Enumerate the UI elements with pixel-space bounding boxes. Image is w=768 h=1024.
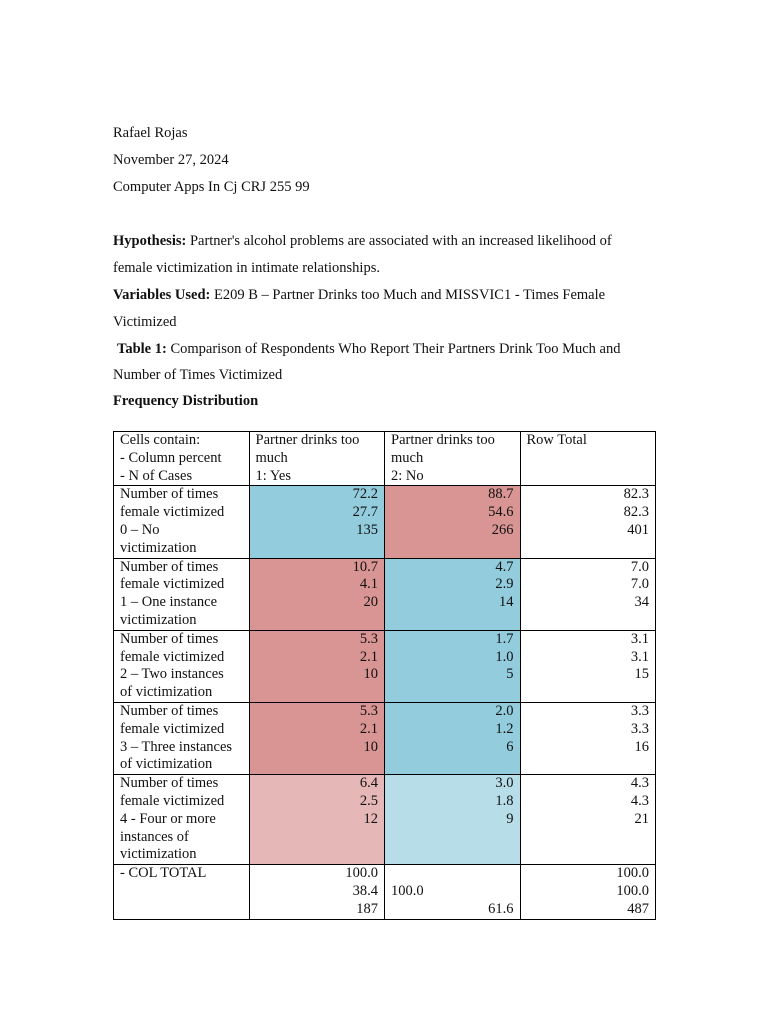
variables-line-2: Victimized xyxy=(113,314,177,330)
cell-no: 2.0 1.2 6 xyxy=(385,702,521,774)
row-label: Number of times female victimized 4 - Four or more instances of victimization xyxy=(114,775,250,865)
col-total-total: 100.0 100.0 487 xyxy=(520,865,656,919)
col-total-no xyxy=(385,865,521,919)
col-total-label: - COL TOTAL xyxy=(114,865,250,919)
header-cells-contain: Cells contain: - Column percent - N of Cases xyxy=(114,432,250,486)
cell-no: 3.0 1.8 9 xyxy=(385,775,521,865)
hypothesis-line-2: female victimization in intimate relationships. xyxy=(113,260,380,276)
table-row xyxy=(114,775,656,865)
table-row xyxy=(114,630,656,702)
document-date: November 27, 2024 xyxy=(113,152,229,168)
col-total-row xyxy=(114,865,656,919)
col-total-no-n: 61.6 xyxy=(488,900,514,917)
cell-yes: 10.7 4.1 20 xyxy=(249,558,385,630)
variables-text: E209 B – Partner Drinks too Much and MISSVIC1 - Times Female xyxy=(210,287,606,303)
table-caption-line-2: Number of Times Victimized xyxy=(113,367,283,383)
table-row xyxy=(114,702,656,774)
row-label: Number of times female victimized 1 – One instance victimization xyxy=(114,558,250,630)
variables-line-1 xyxy=(113,286,605,304)
row-label: Number of times female victimized 0 – No victimization xyxy=(114,486,250,558)
frequency-table xyxy=(113,431,656,920)
table-header-row xyxy=(114,432,656,486)
header-partner-yes: Partner drinks too much 1: Yes xyxy=(249,432,385,486)
hypothesis-line-1 xyxy=(113,232,612,250)
cell-no: 88.7 54.6 266 xyxy=(385,486,521,558)
course-title: Computer Apps In Cj CRJ 255 99 xyxy=(113,179,310,195)
row-label: Number of times female victimized 3 – Three instances of victimization xyxy=(114,702,250,774)
variables-label: Variables Used: xyxy=(113,287,211,303)
hypothesis-label: Hypothesis: xyxy=(113,233,187,249)
hypothesis-text: Partner's alcohol problems are associated with an increased likelihood of xyxy=(186,233,612,249)
table-caption-line-1 xyxy=(117,340,621,358)
cell-no: 4.7 2.9 14 xyxy=(385,558,521,630)
author-name: Rafael Rojas xyxy=(113,125,188,141)
cell-yes: 5.3 2.1 10 xyxy=(249,702,385,774)
table-row xyxy=(114,486,656,558)
cell-yes: 72.2 27.7 135 xyxy=(249,486,385,558)
cell-total: 3.3 3.3 16 xyxy=(520,702,656,774)
table-row xyxy=(114,558,656,630)
header-row-total: Row Total xyxy=(520,432,656,486)
table-caption-label: Table 1: xyxy=(117,341,167,357)
table-caption-text: Comparison of Respondents Who Report Their Partners Drink Too Much and xyxy=(166,341,621,357)
col-total-yes: 100.0 38.4 187 xyxy=(249,865,385,919)
cell-total: 4.3 4.3 21 xyxy=(520,775,656,865)
cell-total: 7.0 7.0 34 xyxy=(520,558,656,630)
cell-yes: 5.3 2.1 10 xyxy=(249,630,385,702)
col-total-no-percent: 100.0 xyxy=(391,882,424,899)
cell-total: 82.3 82.3 401 xyxy=(520,486,656,558)
cell-yes: 6.4 2.5 12 xyxy=(249,775,385,865)
row-label: Number of times female victimized 2 – Two instances of victimization xyxy=(114,630,250,702)
section-heading: Frequency Distribution xyxy=(113,393,259,409)
cell-total: 3.1 3.1 15 xyxy=(520,630,656,702)
cell-no: 1.7 1.0 5 xyxy=(385,630,521,702)
header-partner-no: Partner drinks too much 2: No xyxy=(385,432,521,486)
